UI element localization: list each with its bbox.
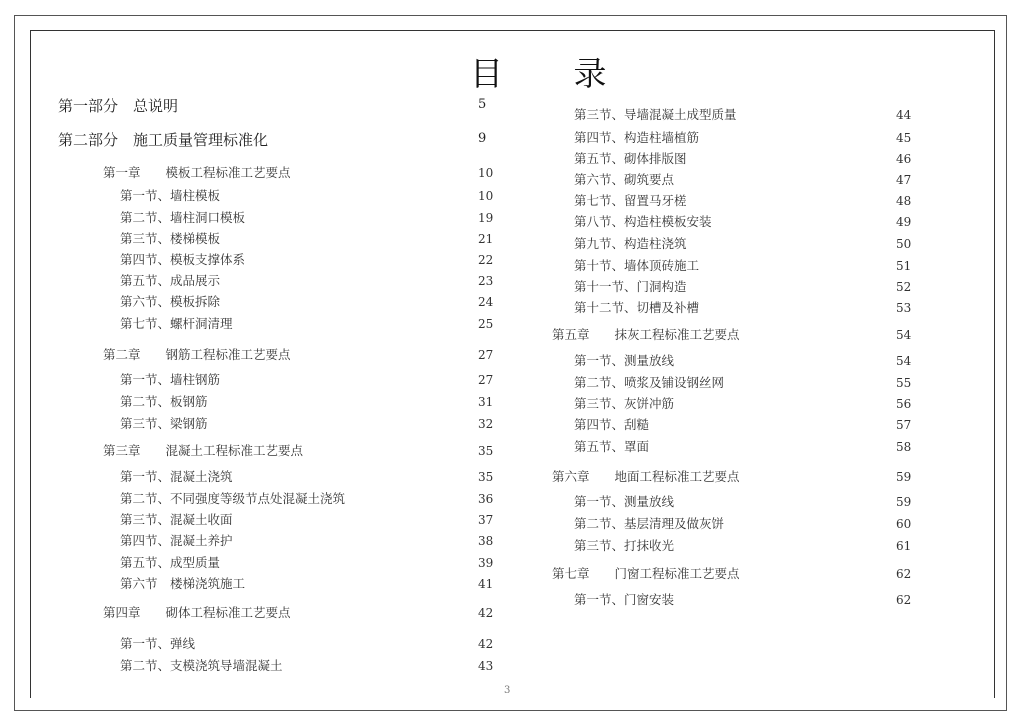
toc-entry-title: 第十一节、门洞构造 — [574, 279, 687, 294]
toc-entry-title: 第四节、模板支撑体系 — [120, 252, 246, 267]
toc-entry-page: 27 — [478, 348, 494, 362]
toc-entry-title: 第三节、打抹收光 — [574, 538, 675, 553]
toc-entry-page: 44 — [896, 108, 912, 122]
toc-entry-title: 第二节、板钢筋 — [120, 394, 208, 409]
toc-entry-title: 第十节、墙体顶砖施工 — [574, 258, 700, 273]
toc-entry-title: 第四节、混凝土养护 — [120, 533, 233, 548]
toc-entry-page: 50 — [896, 237, 912, 251]
toc-entry-title: 第三节、楼梯模板 — [120, 231, 221, 246]
toc-entry-page: 56 — [896, 397, 912, 411]
toc-entry-title: 第一节、墙柱模板 — [120, 188, 221, 203]
toc-entry-title: 第五节、成型质量 — [120, 555, 221, 570]
toc-entry-title: 第三章 混凝土工程标准工艺要点 — [103, 443, 304, 458]
toc-entry-title: 第二节、墙柱洞口模板 — [120, 210, 246, 225]
toc-entry-title: 第一节、门窗安装 — [574, 592, 675, 607]
toc-entry-title: 第一节、弹线 — [120, 636, 196, 651]
toc-entry-page: 57 — [896, 418, 912, 432]
toc-entry-title: 第二节、基层清理及做灰饼 — [574, 516, 725, 531]
toc-entry-title: 第五节、砌体排版图 — [574, 151, 687, 166]
toc-entry-page: 35 — [478, 470, 494, 484]
toc-entry-title: 第一章 模板工程标准工艺要点 — [103, 165, 291, 180]
toc-entry-title: 第六节、模板拆除 — [120, 294, 221, 309]
toc-entry-page: 54 — [896, 354, 912, 368]
toc-entry-page: 5 — [478, 97, 487, 112]
toc-entry-title: 第四章 砌体工程标准工艺要点 — [103, 605, 291, 620]
toc-entry-page: 42 — [478, 606, 494, 620]
toc-entry-page: 35 — [478, 444, 494, 458]
toc-entry-title: 第二部分 施工质量管理标准化 — [58, 131, 269, 149]
toc-entry-page: 9 — [478, 131, 487, 146]
toc-entry-title: 第七章 门窗工程标准工艺要点 — [552, 566, 740, 581]
toc-entry-page: 10 — [478, 166, 494, 180]
toc-entry-title: 第三节、灰饼冲筋 — [574, 396, 675, 411]
toc-entry-title: 第十二节、切槽及补槽 — [574, 300, 700, 315]
toc-entry-page: 39 — [478, 556, 494, 570]
toc-entry-title: 第三节、混凝土收面 — [120, 512, 233, 527]
toc-entry-title: 第四节、刮糙 — [574, 417, 650, 432]
toc-entry-page: 47 — [896, 173, 912, 187]
toc-entry-title: 第四节、构造柱墙植筋 — [574, 130, 700, 145]
toc-entry-page: 10 — [478, 189, 494, 203]
toc-entry-page: 54 — [896, 328, 912, 342]
toc-entry-page: 52 — [896, 280, 912, 294]
toc-entry-title: 第二节、支模浇筑导墙混凝土 — [120, 658, 283, 673]
toc-entry-title: 第一部分 总说明 — [58, 97, 179, 115]
toc-entry-title: 第七节、留置马牙槎 — [574, 193, 687, 208]
toc-entry-page: 45 — [896, 131, 912, 145]
toc-entry-page: 27 — [478, 373, 494, 387]
toc-entry-title: 第六节、砌筑要点 — [574, 172, 675, 187]
toc-entry-page: 62 — [896, 593, 912, 607]
toc-entry-title: 第一节、墙柱钢筋 — [120, 372, 221, 387]
toc-entry-title: 第九节、构造柱浇筑 — [574, 236, 687, 251]
toc-entry-page: 49 — [896, 215, 912, 229]
toc-entry-title: 第二章 钢筋工程标准工艺要点 — [103, 347, 291, 362]
toc-entry-title: 第七节、螺杆洞清理 — [120, 316, 233, 331]
toc-entry-title: 第六章 地面工程标准工艺要点 — [552, 469, 740, 484]
toc-entry-page: 37 — [478, 513, 494, 527]
toc-entry-page: 51 — [896, 259, 912, 273]
toc-entry-title: 第一节、测量放线 — [574, 353, 675, 368]
toc-entry-page: 19 — [478, 211, 494, 225]
toc-entry-title: 第五节、罩面 — [574, 439, 650, 454]
toc-entry-page: 59 — [896, 470, 912, 484]
toc-entry-title: 第五章 抹灰工程标准工艺要点 — [552, 327, 740, 342]
toc-entry-page: 58 — [896, 440, 912, 454]
toc-entry-title: 第五节、成品展示 — [120, 273, 221, 288]
toc-title: 目 录 — [470, 54, 637, 93]
toc-entry-page: 32 — [478, 417, 494, 431]
toc-entry-page: 60 — [896, 517, 912, 531]
toc-entry-page: 25 — [478, 317, 494, 331]
toc-entry-title: 第一节、混凝土浇筑 — [120, 469, 233, 484]
toc-entry-page: 41 — [478, 577, 494, 591]
toc-entry-page: 22 — [478, 253, 494, 267]
toc-entry-title: 第六节 楼梯浇筑施工 — [120, 576, 246, 591]
toc-entry-page: 48 — [896, 194, 912, 208]
toc-entry-title: 第三节、导墙混凝土成型质量 — [574, 107, 737, 122]
toc-entry-page: 31 — [478, 395, 494, 409]
toc-entry-title: 第三节、梁钢筋 — [120, 416, 208, 431]
toc-entry-title: 第八节、构造柱模板安装 — [574, 214, 712, 229]
toc-entry-page: 42 — [478, 637, 494, 651]
toc-entry-page: 43 — [478, 659, 494, 673]
toc-entry-page: 36 — [478, 492, 494, 506]
toc-entry-page: 53 — [896, 301, 912, 315]
toc-entry-title: 第一节、测量放线 — [574, 494, 675, 509]
toc-entry-page: 55 — [896, 376, 912, 390]
toc-entry-page: 46 — [896, 152, 912, 166]
toc-entry-page: 38 — [478, 534, 494, 548]
toc-entry-page: 61 — [896, 539, 912, 553]
toc-entry-title: 第二节、不同强度等级节点处混凝土浇筑 — [120, 491, 346, 506]
toc-entry-page: 24 — [478, 295, 494, 309]
toc-entry-title: 第二节、喷浆及铺设钢丝网 — [574, 375, 725, 390]
toc-entry-page: 23 — [478, 274, 494, 288]
toc-entry-page: 59 — [896, 495, 912, 509]
toc-entry-page: 62 — [896, 567, 912, 581]
page-number: 3 — [504, 685, 511, 696]
toc-entry-page: 21 — [478, 232, 494, 246]
